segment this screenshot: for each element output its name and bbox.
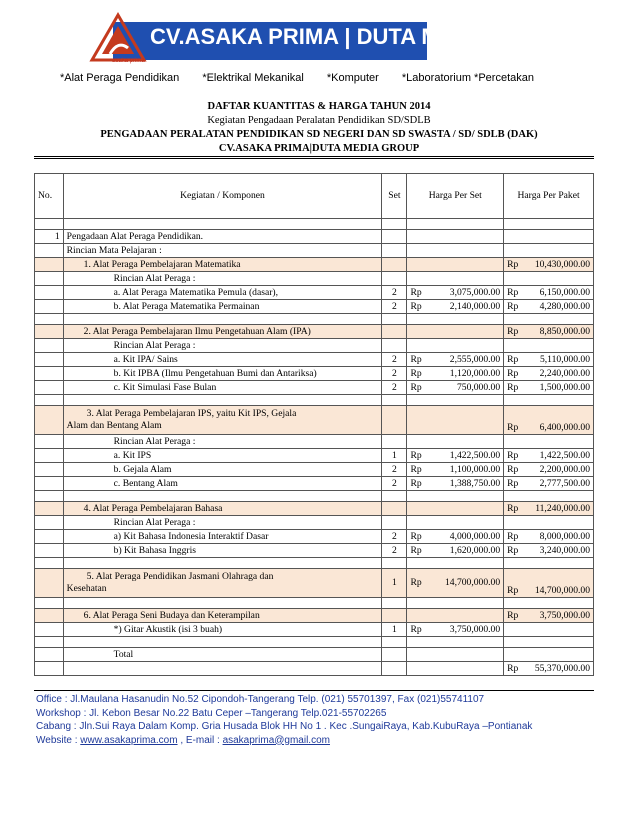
cell-harga-paket bbox=[504, 406, 594, 435]
currency-label: Rp bbox=[507, 367, 519, 379]
currency-label: Rp bbox=[507, 449, 519, 461]
table-cell bbox=[63, 491, 382, 502]
currency-label: Rp bbox=[507, 353, 519, 365]
amount-value: 8,850,000.00 bbox=[539, 325, 590, 337]
cell-no bbox=[35, 272, 64, 286]
cell-no bbox=[35, 325, 64, 339]
cell-kegiatan: c. Bentang Alam bbox=[63, 477, 382, 491]
table-row bbox=[35, 300, 594, 314]
cell-no bbox=[35, 244, 64, 258]
amount-value: 2,240,000.00 bbox=[539, 367, 590, 379]
website-link[interactable]: www.asakaprima.com bbox=[80, 734, 178, 746]
table-row bbox=[35, 609, 594, 623]
cell-harga-set bbox=[407, 230, 504, 244]
cell-set bbox=[382, 339, 407, 353]
cell-harga-paket bbox=[504, 662, 594, 676]
cell-harga-set bbox=[407, 623, 504, 637]
cell-kegiatan: a. Kit IPA/ Sains bbox=[63, 353, 382, 367]
table-cell bbox=[504, 395, 594, 406]
table-cell bbox=[382, 491, 407, 502]
currency-label: Rp bbox=[410, 623, 422, 635]
table-cell bbox=[35, 637, 64, 648]
table-cell bbox=[407, 395, 504, 406]
cell-harga-paket bbox=[504, 623, 594, 637]
cell-no bbox=[35, 516, 64, 530]
table-row bbox=[35, 325, 594, 339]
currency-label: Rp bbox=[507, 609, 519, 621]
cell-kegiatan: 2. Alat Peraga Pembelajaran Ilmu Pengetahuan Alam (IPA) bbox=[63, 325, 382, 339]
table-cell bbox=[35, 491, 64, 502]
cell-harga-set bbox=[407, 530, 504, 544]
cell-harga-set bbox=[407, 339, 504, 353]
table-cell bbox=[382, 598, 407, 609]
cell-harga-set bbox=[407, 353, 504, 367]
amount-value: 2,200,000.00 bbox=[539, 463, 590, 475]
amount-value: 750,000.00 bbox=[456, 381, 501, 393]
cell-harga-set bbox=[407, 272, 504, 286]
amount-value: 2,140,000.00 bbox=[449, 300, 501, 312]
table-cell bbox=[35, 558, 64, 569]
amount-value: 6,150,000.00 bbox=[539, 286, 590, 298]
amount-value: 2,777,500.00 bbox=[539, 477, 590, 489]
cell-kegiatan bbox=[63, 406, 382, 435]
table-row bbox=[35, 272, 594, 286]
amount-value: 14,700,000.00 bbox=[534, 585, 590, 596]
footer-cabang: Cabang : Jln.Sui Raya Dalam Komp. Gria Husada Blok HH No 1 . Kec .SungaiRaya, Kab.KubuRaya –Pontianak bbox=[36, 721, 533, 732]
amount-value: 3,750,000.00 bbox=[539, 609, 590, 621]
cell-kegiatan: 1. Alat Peraga Pembelajaran Matematika bbox=[63, 258, 382, 272]
cell-kegiatan: Rincian Alat Peraga : bbox=[63, 272, 382, 286]
table-row bbox=[35, 662, 594, 676]
amount-value: 5,110,000.00 bbox=[539, 353, 590, 365]
cell-harga-set bbox=[407, 648, 504, 662]
cell-set bbox=[382, 325, 407, 339]
table-row bbox=[35, 569, 594, 598]
table-row bbox=[35, 623, 594, 637]
cell-set: 2 bbox=[382, 367, 407, 381]
table-row bbox=[35, 435, 594, 449]
currency-label: Rp bbox=[507, 422, 519, 433]
cell-no bbox=[35, 463, 64, 477]
cell-set: 2 bbox=[382, 381, 407, 395]
currency-label: Rp bbox=[507, 325, 519, 337]
cell-harga-set bbox=[407, 609, 504, 623]
table-cell bbox=[35, 598, 64, 609]
cell-harga-paket bbox=[504, 530, 594, 544]
table-cell bbox=[407, 558, 504, 569]
currency-label: Rp bbox=[410, 449, 422, 461]
logo-subtext: asaka prima bbox=[112, 58, 145, 64]
tagline bbox=[60, 72, 554, 84]
cell-no bbox=[35, 477, 64, 491]
table-row bbox=[35, 230, 594, 244]
cell-no bbox=[35, 353, 64, 367]
cell-kegiatan bbox=[63, 569, 382, 598]
cell-kegiatan: Rincian Alat Peraga : bbox=[63, 339, 382, 353]
cell-kegiatan bbox=[63, 662, 382, 676]
cell-no bbox=[35, 339, 64, 353]
amount-value: 3,240,000.00 bbox=[539, 544, 590, 556]
cell-harga-paket bbox=[504, 449, 594, 463]
cell-harga-set bbox=[407, 406, 504, 435]
cell-no bbox=[35, 435, 64, 449]
col-header-no: No. bbox=[35, 174, 64, 219]
cell-harga-paket bbox=[504, 502, 594, 516]
cell-harga-paket bbox=[504, 609, 594, 623]
cell-set bbox=[382, 609, 407, 623]
currency-label: Rp bbox=[410, 300, 422, 312]
currency-label: Rp bbox=[507, 544, 519, 556]
cell-kegiatan: 4. Alat Peraga Pembelajaran Bahasa bbox=[63, 502, 382, 516]
cell-kegiatan: Rincian Alat Peraga : bbox=[63, 435, 382, 449]
cell-kegiatan: a. Kit IPS bbox=[63, 449, 382, 463]
document-title: DAFTAR KUANTITAS & HARGA TAHUN 2014 bbox=[207, 101, 431, 112]
table-row bbox=[35, 367, 594, 381]
amount-value: 55,370,000.00 bbox=[534, 662, 590, 674]
cell-harga-paket bbox=[504, 463, 594, 477]
cell-set bbox=[382, 406, 407, 435]
currency-label: Rp bbox=[507, 300, 519, 312]
cell-harga-set bbox=[407, 502, 504, 516]
col-header-kegiatan: Kegiatan / Komponen bbox=[63, 174, 382, 219]
table-cell bbox=[407, 491, 504, 502]
table-row bbox=[35, 339, 594, 353]
table-row bbox=[35, 502, 594, 516]
cell-kegiatan: *) Gitar Akustik (isi 3 buah) bbox=[63, 623, 382, 637]
cell-set bbox=[382, 435, 407, 449]
table-spacer-row bbox=[35, 395, 594, 406]
divider bbox=[34, 156, 594, 157]
table-spacer-row bbox=[35, 219, 594, 230]
table-row bbox=[35, 449, 594, 463]
divider bbox=[34, 158, 594, 159]
amount-value: 1,422,500.00 bbox=[539, 449, 590, 461]
cell-set: 2 bbox=[382, 530, 407, 544]
col-header-set: Set bbox=[382, 174, 407, 219]
cell-harga-set bbox=[407, 569, 504, 598]
cell-kegiatan: Pengadaan Alat Peraga Pendidikan. bbox=[63, 230, 382, 244]
table-row bbox=[35, 516, 594, 530]
amount-value: 11,240,000.00 bbox=[535, 502, 590, 514]
cell-harga-set bbox=[407, 435, 504, 449]
tagline-item: *Laboratorium *Percetakan bbox=[401, 72, 534, 84]
table-spacer-row bbox=[35, 598, 594, 609]
table-cell bbox=[382, 219, 407, 230]
cell-no bbox=[35, 381, 64, 395]
tagline-item: *Elektrikal Mekanikal bbox=[202, 72, 304, 84]
table-row bbox=[35, 244, 594, 258]
cell-harga-set bbox=[407, 544, 504, 558]
col-header-harga-set: Harga Per Set bbox=[407, 174, 504, 219]
cell-harga-paket bbox=[504, 544, 594, 558]
cell-harga-paket bbox=[504, 516, 594, 530]
amount-value: 2,555,000.00 bbox=[449, 353, 501, 365]
table-cell bbox=[382, 637, 407, 648]
table-cell bbox=[504, 314, 594, 325]
table-row bbox=[35, 258, 594, 272]
table-cell bbox=[63, 558, 382, 569]
cell-no bbox=[35, 449, 64, 463]
table-row bbox=[35, 286, 594, 300]
table-row bbox=[35, 530, 594, 544]
amount-value: 4,280,000.00 bbox=[539, 300, 590, 312]
cell-set bbox=[382, 258, 407, 272]
tagline-item: *Alat Peraga Pendidikan bbox=[60, 72, 180, 84]
cell-set bbox=[382, 502, 407, 516]
cell-set: 2 bbox=[382, 477, 407, 491]
cell-kegiatan: b. Kit IPBA (Ilmu Pengetahuan Bumi dan Antariksa) bbox=[63, 367, 382, 381]
cell-harga-paket bbox=[504, 258, 594, 272]
kegiatan-line: Kesehatan bbox=[66, 583, 107, 594]
footer-contact bbox=[36, 734, 532, 748]
amount-value: 1,422,500.00 bbox=[449, 449, 501, 461]
cell-no bbox=[35, 406, 64, 435]
col-header-harga-paket: Harga Per Paket bbox=[504, 174, 594, 219]
table-spacer-row bbox=[35, 491, 594, 502]
cell-kegiatan: a) Kit Bahasa Indonesia Interaktif Dasar bbox=[63, 530, 382, 544]
footer-divider bbox=[34, 690, 594, 691]
table-cell bbox=[504, 598, 594, 609]
amount-value: 1,500,000.00 bbox=[539, 381, 590, 393]
cell-no bbox=[35, 544, 64, 558]
cell-harga-paket bbox=[504, 435, 594, 449]
cell-set: 1 bbox=[382, 449, 407, 463]
cell-no bbox=[35, 609, 64, 623]
table-cell bbox=[35, 314, 64, 325]
currency-label: Rp bbox=[410, 544, 422, 556]
document-heading: PENGADAAN PERALATAN PENDIDIKAN SD NEGERI DAN SD SWASTA / SD/ SDLB (DAK) bbox=[100, 129, 538, 140]
cell-harga-set bbox=[407, 449, 504, 463]
amount-value: 1,120,000.00 bbox=[449, 367, 501, 379]
tagline-item: *Komputer bbox=[326, 72, 379, 84]
cell-kegiatan: b. Alat Peraga Matematika Permainan bbox=[63, 300, 382, 314]
amount-value: 14,700,000.00 bbox=[444, 577, 501, 588]
cell-kegiatan: Rincian Alat Peraga : bbox=[63, 516, 382, 530]
currency-label: Rp bbox=[410, 577, 422, 588]
cell-no bbox=[35, 648, 64, 662]
table-spacer-row bbox=[35, 637, 594, 648]
cell-set bbox=[382, 244, 407, 258]
table-cell bbox=[504, 219, 594, 230]
cell-harga-paket bbox=[504, 272, 594, 286]
table-cell bbox=[382, 314, 407, 325]
cell-harga-paket bbox=[504, 381, 594, 395]
currency-label: Rp bbox=[507, 662, 519, 674]
cell-kegiatan: c. Kit Simulasi Fase Bulan bbox=[63, 381, 382, 395]
table-cell bbox=[407, 598, 504, 609]
cell-harga-paket bbox=[504, 230, 594, 244]
cell-kegiatan: Total bbox=[63, 648, 382, 662]
footer bbox=[36, 693, 532, 747]
table-cell bbox=[35, 395, 64, 406]
cell-harga-paket bbox=[504, 353, 594, 367]
table-row bbox=[35, 477, 594, 491]
cell-no bbox=[35, 502, 64, 516]
table-cell bbox=[63, 314, 382, 325]
table-row bbox=[35, 381, 594, 395]
table-cell bbox=[63, 637, 382, 648]
table-cell bbox=[63, 395, 382, 406]
cell-no bbox=[35, 300, 64, 314]
currency-label: Rp bbox=[410, 353, 422, 365]
table-spacer-row bbox=[35, 558, 594, 569]
cell-harga-paket bbox=[504, 367, 594, 381]
cell-kegiatan: Rincian Mata Pelajaran : bbox=[63, 244, 382, 258]
currency-label: Rp bbox=[507, 502, 519, 514]
cell-set bbox=[382, 516, 407, 530]
table-cell bbox=[382, 395, 407, 406]
cell-harga-set bbox=[407, 662, 504, 676]
currency-label: Rp bbox=[410, 367, 422, 379]
cell-kegiatan: 6. Alat Peraga Seni Budaya dan Keterampilan bbox=[63, 609, 382, 623]
amount-value: 4,000,000.00 bbox=[449, 530, 501, 542]
email-label: , E-mail : bbox=[177, 734, 223, 746]
table-row bbox=[35, 353, 594, 367]
table-row bbox=[35, 544, 594, 558]
currency-label: Rp bbox=[507, 585, 519, 596]
kegiatan-line: 5. Alat Peraga Pendidikan Jasmani Olahraga dan bbox=[86, 571, 274, 582]
cell-harga-set bbox=[407, 244, 504, 258]
cell-harga-set bbox=[407, 325, 504, 339]
currency-label: Rp bbox=[507, 381, 519, 393]
table-cell bbox=[407, 219, 504, 230]
currency-label: Rp bbox=[410, 463, 422, 475]
cell-no bbox=[35, 286, 64, 300]
cell-set: 2 bbox=[382, 544, 407, 558]
footer-office: Office : Jl.Maulana Hasanudin No.52 Cipondoh-Tangerang Telp. (021) 55701397, Fax (021)55741107 bbox=[36, 694, 485, 705]
cell-kegiatan: b) Kit Bahasa Inggris bbox=[63, 544, 382, 558]
website-label: Website : bbox=[36, 734, 81, 746]
table-body bbox=[35, 219, 594, 676]
table-row bbox=[35, 463, 594, 477]
table-spacer-row bbox=[35, 314, 594, 325]
table-cell bbox=[63, 219, 382, 230]
table-cell bbox=[504, 491, 594, 502]
amount-value: 3,075,000.00 bbox=[449, 286, 501, 298]
table-cell bbox=[63, 598, 382, 609]
currency-label: Rp bbox=[507, 477, 519, 489]
currency-label: Rp bbox=[507, 463, 519, 475]
cell-harga-paket bbox=[504, 648, 594, 662]
cell-no bbox=[35, 530, 64, 544]
cell-set: 2 bbox=[382, 286, 407, 300]
cell-harga-set bbox=[407, 516, 504, 530]
cell-harga-set bbox=[407, 300, 504, 314]
table-header-row bbox=[35, 174, 594, 219]
cell-set: 1 bbox=[382, 569, 407, 598]
cell-harga-paket bbox=[504, 286, 594, 300]
cell-no bbox=[35, 258, 64, 272]
currency-label: Rp bbox=[410, 477, 422, 489]
currency-label: Rp bbox=[410, 286, 422, 298]
kegiatan-line: Alam dan Bentang Alam bbox=[66, 420, 162, 431]
currency-label: Rp bbox=[410, 381, 422, 393]
table-row bbox=[35, 648, 594, 662]
cell-no bbox=[35, 569, 64, 598]
document-subtitle: Kegiatan Pengadaan Peralatan Pendidikan SD/SDLB bbox=[207, 115, 431, 126]
currency-label: Rp bbox=[410, 530, 422, 542]
cell-set: 2 bbox=[382, 300, 407, 314]
amount-value: 8,000,000.00 bbox=[539, 530, 590, 542]
cell-no bbox=[35, 662, 64, 676]
email-link[interactable]: asakaprima@gmail.com bbox=[222, 734, 330, 746]
amount-value: 1,100,000.00 bbox=[449, 463, 501, 475]
company-logo-icon bbox=[88, 12, 148, 64]
currency-label: Rp bbox=[507, 530, 519, 542]
cell-harga-paket bbox=[504, 300, 594, 314]
cell-harga-paket bbox=[504, 244, 594, 258]
table-cell bbox=[407, 314, 504, 325]
cell-set bbox=[382, 648, 407, 662]
cell-harga-set bbox=[407, 463, 504, 477]
amount-value: 3,750,000.00 bbox=[449, 623, 501, 635]
cell-harga-set bbox=[407, 381, 504, 395]
cell-harga-set bbox=[407, 477, 504, 491]
cell-harga-paket bbox=[504, 569, 594, 598]
cell-kegiatan: a. Alat Peraga Matematika Pemula (dasar), bbox=[63, 286, 382, 300]
footer-workshop: Workshop : Jl. Kebon Besar No.22 Batu Ceper –Tangerang Telp.021-55702265 bbox=[36, 707, 387, 719]
kegiatan-line: 3. Alat Peraga Pembelajaran IPS, yaitu Kit IPS, Gejala bbox=[86, 408, 297, 419]
cell-set: 1 bbox=[382, 623, 407, 637]
table-cell bbox=[382, 558, 407, 569]
cell-harga-set bbox=[407, 286, 504, 300]
cell-no bbox=[35, 367, 64, 381]
cell-set: 2 bbox=[382, 463, 407, 477]
amount-value: 10,430,000.00 bbox=[534, 258, 590, 270]
table-row bbox=[35, 406, 594, 435]
table-cell bbox=[35, 219, 64, 230]
cell-kegiatan: b. Gejala Alam bbox=[63, 463, 382, 477]
cell-set: 2 bbox=[382, 353, 407, 367]
currency-label: Rp bbox=[507, 258, 519, 270]
amount-value: 1,620,000.00 bbox=[449, 544, 501, 556]
price-table bbox=[34, 173, 594, 676]
cell-harga-paket bbox=[504, 325, 594, 339]
cell-no bbox=[35, 623, 64, 637]
cell-set bbox=[382, 272, 407, 286]
brand-name: CV.ASAKA PRIMA | DUTA MEDIA GROUP bbox=[150, 24, 579, 49]
currency-label: Rp bbox=[507, 286, 519, 298]
table-cell bbox=[504, 637, 594, 648]
cell-harga-paket bbox=[504, 477, 594, 491]
cell-harga-set bbox=[407, 258, 504, 272]
amount-value: 1,388,750.00 bbox=[449, 477, 501, 489]
amount-value: 6,400,000.00 bbox=[539, 422, 590, 433]
cell-harga-set bbox=[407, 367, 504, 381]
company-heading: CV.ASAKA PRIMA|DUTA MEDIA GROUP bbox=[218, 143, 420, 154]
table-cell bbox=[504, 558, 594, 569]
cell-no: 1 bbox=[35, 230, 64, 244]
cell-set bbox=[382, 662, 407, 676]
cell-set bbox=[382, 230, 407, 244]
table-cell bbox=[407, 637, 504, 648]
cell-harga-paket bbox=[504, 339, 594, 353]
